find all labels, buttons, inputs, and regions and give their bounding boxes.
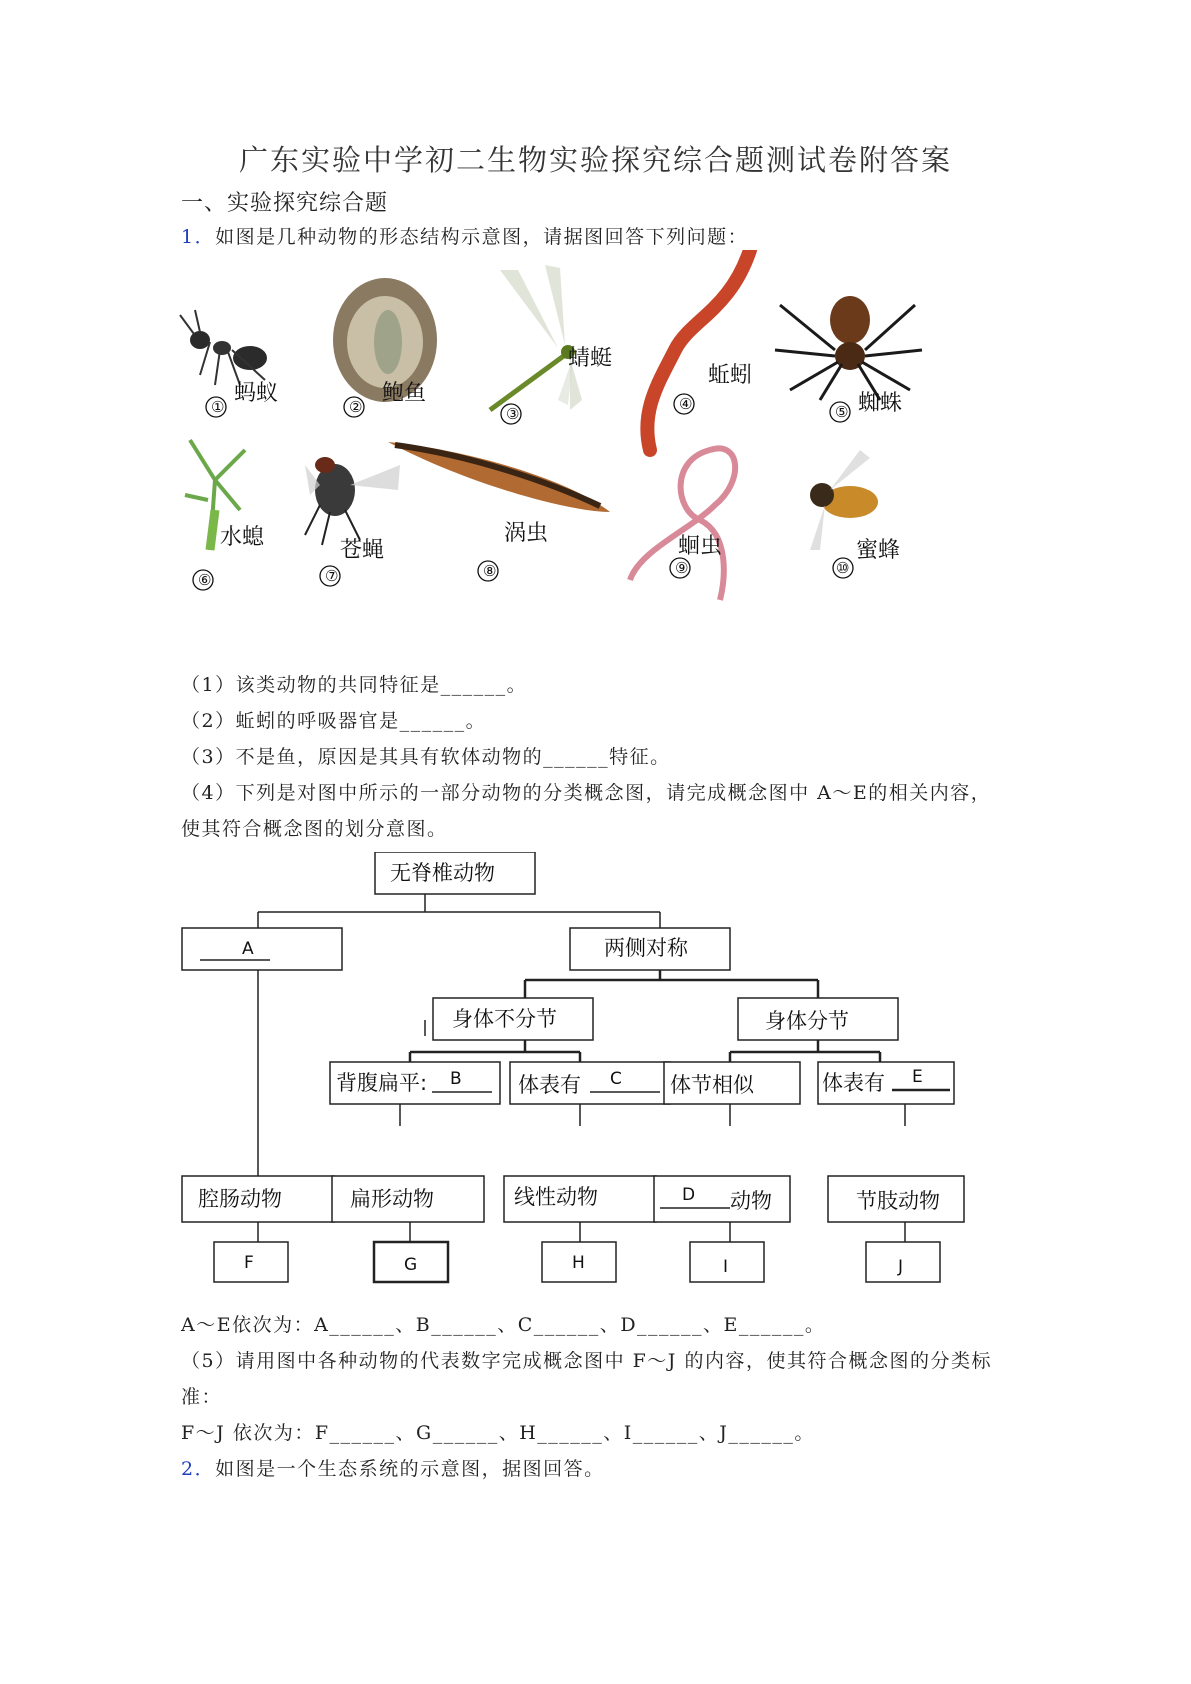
node-i-label: I — [723, 1257, 729, 1277]
classification-tree — [170, 852, 1020, 1292]
node-invertebrates-label: 无脊椎动物 — [390, 861, 495, 885]
question-1-stem — [181, 222, 748, 249]
answer-line-a-e: A～E依次为：A______、B______、C______、D______、E______。 — [181, 1314, 826, 1336]
animal-9-number: ⑨ — [675, 559, 689, 577]
animal-2-number: ② — [349, 398, 363, 416]
animal-9-label — [670, 534, 722, 578]
animal-2-name: 鲍鱼 — [382, 381, 427, 406]
node-i — [690, 1242, 764, 1282]
node-d — [654, 1176, 790, 1222]
node-b-prefix: 背腹扁平: — [336, 1071, 428, 1095]
node-a — [182, 928, 342, 970]
spider-illustration — [775, 296, 922, 400]
question-1-sub2: （2）蚯蚓的呼吸器官是______。 — [181, 710, 487, 732]
question-1-sub1: （1）该类动物的共同特征是______。 — [181, 674, 528, 696]
animal-7-name: 苍蝇 — [340, 538, 385, 563]
question-2-stem — [181, 1454, 605, 1481]
question-2-text: 如图是一个生态系统的示意图，据图回答。 — [215, 1458, 605, 1480]
animal-10-name: 蜜蜂 — [856, 538, 901, 563]
animal-5-number: ⑤ — [835, 403, 849, 421]
node-arthropods — [828, 1176, 964, 1222]
node-arthropods-label: 节肢动物 — [856, 1189, 940, 1213]
answer-line-f-j: F～J 依次为：F______、G______、H______、I______、J______。 — [181, 1422, 815, 1444]
earthworm-illustration — [647, 250, 753, 450]
animal-8-label — [478, 521, 548, 581]
animal-1-label — [206, 381, 278, 417]
question-1-sub5-line2: 准： — [181, 1386, 223, 1408]
question-1-sub5-line1: （5）请用图中各种动物的代表数字完成概念图中 F～J 的内容，使其符合概念图的分类标 — [181, 1350, 992, 1372]
node-similar — [664, 1062, 800, 1104]
animal-7-number: ⑦ — [325, 567, 339, 585]
node-b-label: B — [450, 1069, 462, 1089]
node-a-label: A — [242, 939, 254, 959]
node-c-label: C — [610, 1069, 622, 1089]
question-1-sub4-line1: （4）下列是对图中所示的一部分动物的分类概念图，请完成概念图中 A～E的相关内容， — [181, 782, 992, 804]
animal-3-label — [501, 346, 612, 424]
node-e — [818, 1062, 954, 1104]
fly-illustration — [305, 457, 400, 545]
animal-1-name: 蚂蚁 — [234, 381, 279, 406]
animal-1-number: ① — [211, 398, 225, 416]
node-coelenterates-label: 腔肠动物 — [198, 1187, 282, 1211]
node-e-label: E — [912, 1067, 923, 1087]
node-c-prefix: 体表有 — [518, 1073, 581, 1097]
question-1-sub3: （3）不是鱼，原因是其具有软体动物的______特征。 — [181, 746, 671, 768]
node-g-label: G — [404, 1255, 418, 1275]
animal-6-number: ⑥ — [198, 571, 212, 589]
animal-4-name: 蚯蚓 — [708, 363, 753, 388]
question-2-number: 2． — [181, 1458, 216, 1480]
animal-figure — [170, 250, 1020, 660]
node-unsegmented — [433, 998, 593, 1040]
animal-6-label — [193, 525, 265, 590]
document-title: 广东实验中学初二生物实验探究综合题测试卷附答案 — [238, 143, 952, 177]
node-flatworms — [332, 1176, 484, 1222]
node-nematodes — [504, 1176, 656, 1222]
animal-8-number: ⑧ — [483, 562, 497, 580]
question-1-text: 如图是几种动物的形态结构示意图，请据图回答下列问题： — [215, 226, 749, 248]
node-bilateral — [570, 928, 730, 970]
node-h — [542, 1242, 616, 1282]
dragonfly-illustration — [490, 265, 582, 410]
node-invertebrates — [375, 852, 535, 894]
node-f — [214, 1242, 288, 1282]
node-nematodes-label: 线性动物 — [514, 1185, 598, 1209]
animal-5-name: 蜘蛛 — [858, 391, 903, 416]
node-e-prefix: 体表有 — [822, 1071, 885, 1095]
node-d-suffix: 动物 — [730, 1189, 772, 1213]
animal-10-number: ⑩ — [836, 559, 850, 577]
animal-5-label — [830, 391, 902, 422]
section-heading: 一、实验探究综合题 — [181, 191, 389, 216]
animal-3-name: 蜻蜓 — [568, 346, 613, 371]
animal-6-name: 水螅 — [220, 525, 265, 550]
node-segmented — [738, 998, 898, 1040]
planarian-illustration — [388, 442, 610, 512]
animal-3-number: ③ — [506, 405, 520, 423]
node-flatworms-label: 扁形动物 — [350, 1187, 434, 1211]
node-j-label: J — [898, 1257, 904, 1277]
node-bilateral-label: 两侧对称 — [604, 936, 688, 960]
animal-9-name: 蛔虫 — [678, 534, 723, 559]
node-j — [866, 1242, 940, 1282]
animal-8-name: 涡虫 — [504, 521, 549, 546]
ant-illustration — [180, 310, 267, 385]
animal-4-label — [674, 363, 752, 414]
question-1-number: 1． — [181, 226, 216, 248]
question-1-sub4-line2: 使其符合概念图的划分意图。 — [181, 818, 448, 840]
node-c — [510, 1062, 670, 1104]
node-unsegmented-label: 身体不分节 — [452, 1007, 557, 1031]
node-f-label: F — [244, 1253, 254, 1273]
node-segmented-label: 身体分节 — [765, 1009, 849, 1033]
node-h-label: H — [572, 1253, 585, 1273]
node-similar-label: 体节相似 — [670, 1073, 754, 1097]
node-d-label: D — [682, 1185, 696, 1205]
animal-10-label — [833, 538, 900, 578]
bee-illustration — [810, 450, 878, 550]
node-g — [374, 1242, 448, 1282]
node-b — [330, 1062, 500, 1104]
animal-7-label — [320, 538, 384, 586]
node-coelenterates — [182, 1176, 334, 1222]
animal-4-number: ④ — [679, 395, 693, 413]
